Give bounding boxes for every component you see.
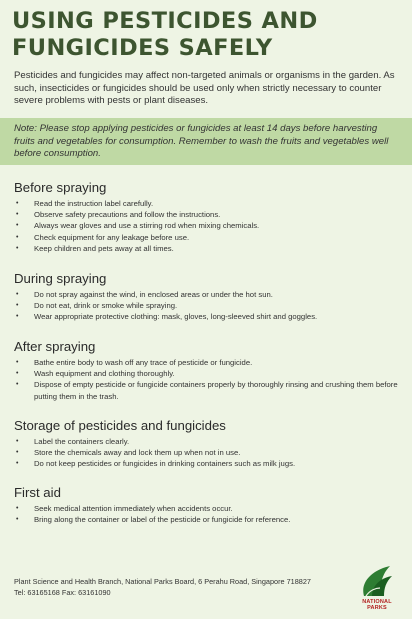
note-banner: Note: Please stop applying pesticides or fungicides at least 14 days before harvesting fruits and vegetables for consumption. Remember to wash the fruits and vegetables well before consumption.	[0, 118, 412, 165]
section-heading: After spraying	[14, 339, 96, 354]
section-first-aid	[14, 485, 398, 525]
section-before-spraying	[14, 180, 398, 254]
list-item: • Dispose of empty pesticide or fungicide containers properly by thoroughly rinsing and crushing them before putting them in the trash.	[14, 379, 398, 401]
list-item: • Check equipment for any leakage before use.	[14, 232, 398, 243]
section-list	[14, 436, 398, 470]
list-item: • Bring along the container or label of the pesticide or fungicide for reference.	[14, 514, 398, 525]
section-list	[14, 289, 398, 323]
title-line-2: FUNGICIDES SAFELY	[12, 35, 273, 61]
section-after-spraying	[14, 339, 398, 402]
list-item: • Wash equipment and clothing thoroughly.	[14, 368, 398, 379]
list-item: • Keep children and pets away at all times.	[14, 243, 398, 254]
section-during-spraying	[14, 271, 398, 323]
section-storage	[14, 418, 398, 470]
section-heading: Before spraying	[14, 180, 107, 195]
section-heading: First aid	[14, 485, 61, 500]
list-item: • Always wear gloves and use a stirring rod when mixing chemicals.	[14, 220, 398, 231]
list-item: • Do not keep pesticides or fungicides in drinking containers such as milk jugs.	[14, 458, 398, 469]
list-item: • Do not spray against the wind, in enclosed areas or under the hot sun.	[14, 289, 398, 300]
list-item: • Do not eat, drink or smoke while spraying.	[14, 300, 398, 311]
section-list	[14, 198, 398, 254]
list-item: • Observe safety precautions and follow the instructions.	[14, 209, 398, 220]
list-item: • Label the containers clearly.	[14, 436, 398, 447]
list-item: • Wear appropriate protective clothing: mask, gloves, long-sleeved shirt and goggles.	[14, 311, 398, 322]
footer	[14, 577, 344, 598]
section-heading: During spraying	[14, 271, 107, 286]
list-item: • Store the chemicals away and lock them up when not in use.	[14, 447, 398, 458]
list-item: • Seek medical attention immediately when accidents occur.	[14, 503, 398, 514]
footer-contact: Tel: 63165168 Fax: 63161090	[14, 587, 111, 597]
section-list	[14, 503, 398, 525]
intro-paragraph: Pesticides and fungicides may affect non-targeted animals or organisms in the garden. As such, insecticides or fungicides should be used only when strictly necessary to counter severe problems with pests or plant diseases.	[14, 70, 395, 107]
list-item: • Bathe entire body to wash off any trace of pesticide or fungicide.	[14, 357, 398, 368]
section-list	[14, 357, 398, 402]
list-item: • Read the instruction label carefully.	[14, 198, 398, 209]
section-heading: Storage of pesticides and fungicides	[14, 418, 226, 433]
poster-title	[12, 8, 404, 62]
title-line-1: USING PESTICIDES AND	[12, 8, 318, 34]
logo-wordmark: NATIONAL PARKS	[362, 599, 392, 611]
footer-address: Plant Science and Health Branch, National Parks Board, 6 Perahu Road, Singapore 718827	[14, 577, 311, 586]
